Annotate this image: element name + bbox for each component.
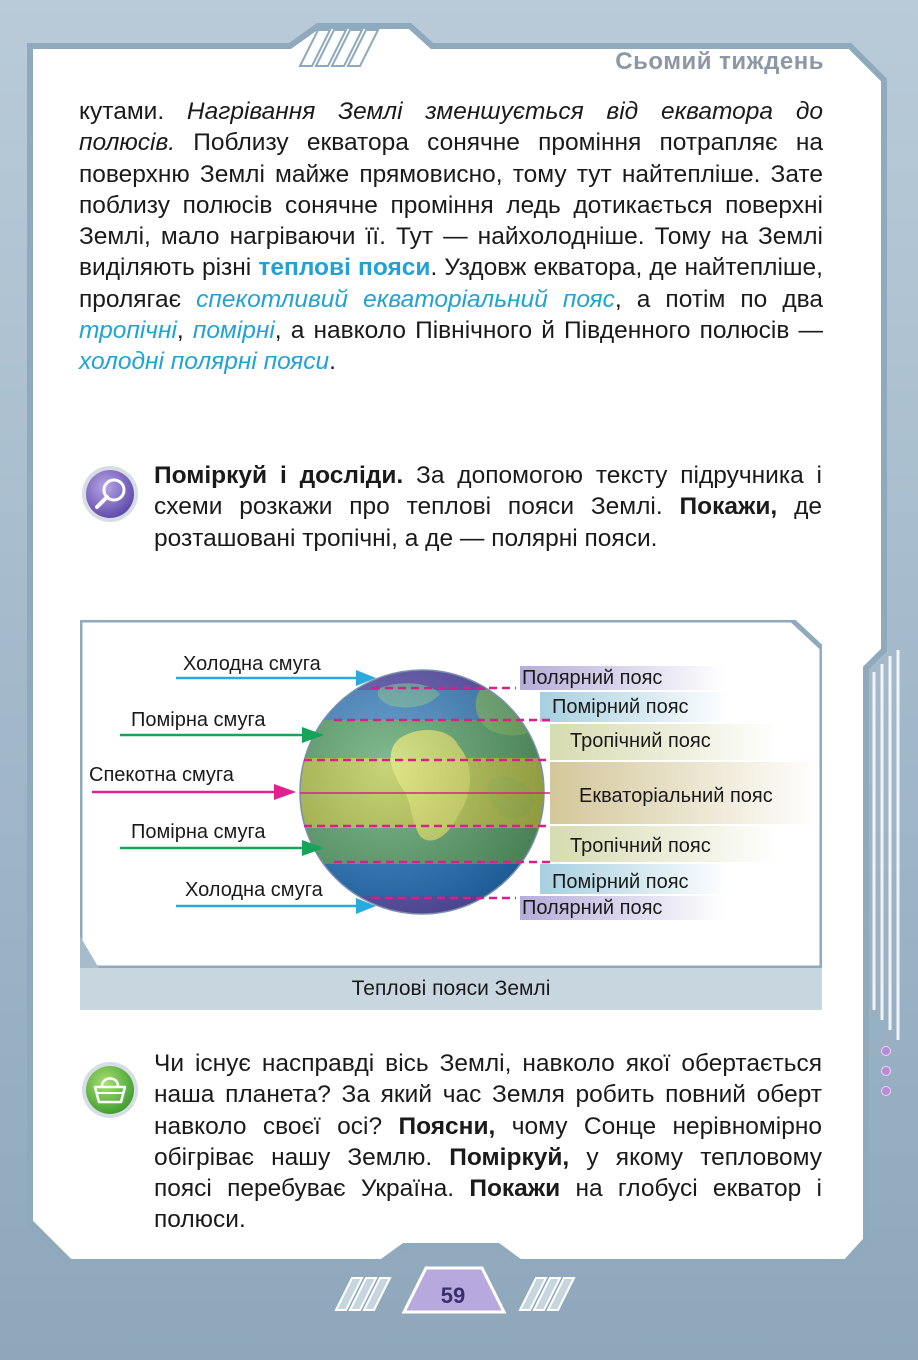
label-polar-south: Полярний пояс bbox=[522, 897, 663, 919]
text-run: , а потім по два bbox=[614, 285, 824, 313]
text-run: Чи існує насправді вісь Землі, навколо якої обертається наша планета? За який час Земля робить повний оберт навколо своєї осі? bbox=[154, 1050, 822, 1140]
label-tropical-north: Тропічний пояс bbox=[570, 730, 711, 752]
task-explain bbox=[154, 1048, 822, 1236]
decor-dot bbox=[881, 1066, 891, 1076]
text-run: За допомогою тексту підручника і схеми розкажи про теплові пояси Землі. bbox=[154, 462, 822, 521]
decor-dot bbox=[881, 1046, 891, 1056]
task-verb: Поясни, bbox=[398, 1112, 496, 1140]
term-equatorial-zone: спекотливий екваторіальний пояс bbox=[196, 285, 615, 313]
chapter-header: Сьомий тиждень bbox=[615, 48, 824, 75]
label-polar-north: Полярний пояс bbox=[522, 667, 663, 689]
term-polar-zones: холодні полярні пояси bbox=[79, 348, 330, 376]
text-run: де розташовані тропічні, а де — полярні пояси. bbox=[154, 493, 822, 552]
task-verb: Покажи bbox=[469, 1175, 561, 1203]
decor-dot bbox=[881, 1086, 891, 1096]
label-temperate-zone-south: Помірний пояс bbox=[552, 871, 689, 893]
text-run: , а навколо Північного й Південного полюсів — bbox=[274, 317, 823, 345]
task-verb: Покажи, bbox=[679, 493, 778, 521]
label-temperate-south: Помірна смуга bbox=[131, 821, 266, 843]
label-temperate-north: Помірна смуга bbox=[131, 709, 266, 731]
body-paragraph bbox=[79, 96, 823, 378]
label-equatorial: Екваторіальний пояс bbox=[579, 785, 773, 807]
text-run: , bbox=[176, 317, 193, 345]
text-run: Поблизу екватора сонячне проміння потрапляє на поверхню Землі майже прямовисно, тому тут найтепліше. Зате поблизу полюсів сонячне проміння ледь дотикається поверхні Землі, мало нагріваючи її. Тут — найхолодніше. Тому на Землі виділяють різні bbox=[79, 129, 823, 282]
text-run: кутами. bbox=[79, 98, 187, 125]
label-cold-north: Холодна смуга bbox=[183, 653, 321, 675]
label-hot: Спекотна смуга bbox=[89, 764, 234, 786]
term-temperate: помірні bbox=[192, 317, 275, 345]
magnifier-icon bbox=[80, 464, 140, 524]
text-run: на глобусі екватор і полюси. bbox=[154, 1175, 822, 1234]
term-thermal-zones: теплові пояси bbox=[258, 254, 431, 282]
text-run: у якому тепловому поясі перебуває Україна. bbox=[154, 1143, 822, 1203]
term-tropical: тропічні bbox=[79, 317, 177, 345]
label-temperate-zone-north: Помірний пояс bbox=[552, 696, 689, 718]
task-verb: Поміркуй, bbox=[449, 1143, 570, 1171]
label-tropical-south: Тропічний пояс bbox=[570, 835, 711, 857]
page-number: 59 bbox=[440, 1283, 466, 1308]
italic-statement: Нагрівання Землі зменшується від екватора до полюсів. bbox=[79, 98, 823, 157]
text-run: чому Сонце нерівномірно обігріває нашу Землю. bbox=[154, 1112, 822, 1171]
label-cold-south: Холодна смуга bbox=[185, 879, 323, 901]
thermal-zones-diagram bbox=[80, 620, 822, 1010]
text-run: . bbox=[329, 348, 336, 376]
text-run: . Уздовж екватора, де найтепліше, пролягає bbox=[79, 254, 823, 313]
diagram-caption: Теплові пояси Землі bbox=[351, 977, 551, 1000]
basket-icon bbox=[80, 1060, 140, 1120]
task-verb: Поміркуй і досліди. bbox=[154, 462, 404, 489]
task-discuss bbox=[154, 460, 822, 554]
